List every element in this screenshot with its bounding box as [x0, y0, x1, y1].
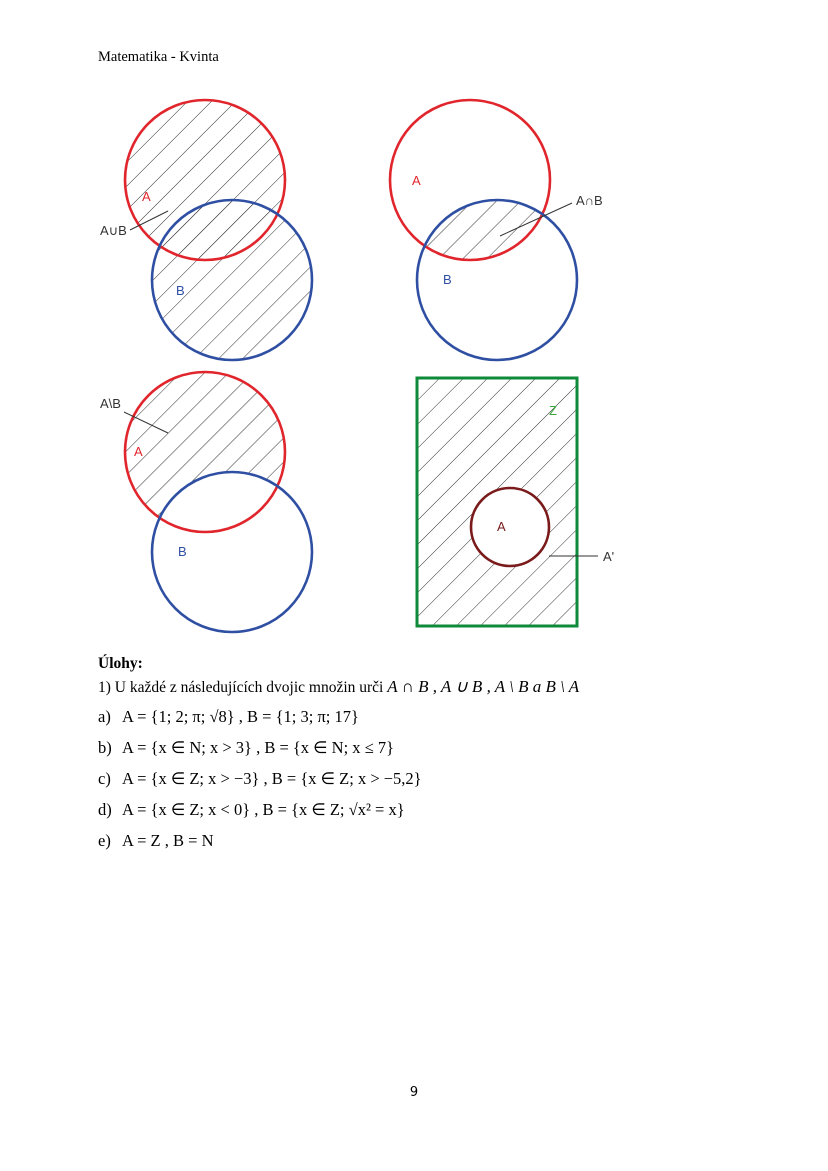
difference-set-a-label: A: [134, 444, 143, 459]
venn-complement: [417, 378, 614, 626]
running-header: Matematika - Kvinta: [98, 49, 219, 65]
task-1-instruction: [98, 677, 738, 697]
complement-set-a-label: A: [497, 519, 506, 534]
task-item: [98, 795, 738, 826]
task-1-operations: A ∩ B , A ∪ B , A \ B a B \ A: [387, 677, 580, 696]
task-item-text: A = {x ∈ Z; x < 0} , B = {x ∈ Z; √x² = x}: [122, 800, 405, 819]
task-item-label: c): [98, 769, 111, 788]
venn-union: [100, 100, 312, 360]
task-item-label: a): [98, 707, 111, 726]
intersection-set-b-label: B: [443, 272, 452, 287]
difference-set-b-label: B: [178, 544, 187, 559]
task-item-text: A = {x ∈ N; x > 3} , B = {x ∈ N; x ≤ 7}: [122, 738, 395, 757]
task-item: [98, 733, 738, 764]
task-item-text: A = Z , B = N: [122, 831, 214, 850]
task-item-label: e): [98, 831, 111, 850]
task-item-label: d): [98, 800, 112, 819]
union-label: A∪B: [100, 223, 127, 238]
intersection-set-a-label: A: [412, 173, 421, 188]
task-item: [98, 764, 738, 795]
task-item-text: A = {x ∈ Z; x > −3} , B = {x ∈ Z; x > −5,2}: [122, 769, 422, 788]
complement-label: A': [603, 549, 615, 564]
venn-intersection: [390, 100, 603, 360]
union-set-a-label: A: [142, 189, 151, 204]
universe-label: Z: [549, 403, 557, 418]
tasks-heading: Úlohy:: [98, 655, 143, 672]
task-item-label: b): [98, 738, 112, 757]
page-number: 9: [409, 1085, 419, 1100]
intersection-label: A∩B: [576, 193, 603, 208]
task-1-text: 1) U každé z následujících dvojic množin urči: [98, 679, 384, 696]
tasks-section: [98, 655, 738, 857]
task-item-text: A = {1; 2; π; √8} , B = {1; 3; π; 17}: [122, 707, 359, 726]
difference-label: A\B: [100, 396, 121, 411]
task-item: [98, 702, 738, 733]
union-set-b-label: B: [176, 283, 185, 298]
venn-difference: [100, 372, 312, 632]
task-item: [98, 826, 738, 857]
